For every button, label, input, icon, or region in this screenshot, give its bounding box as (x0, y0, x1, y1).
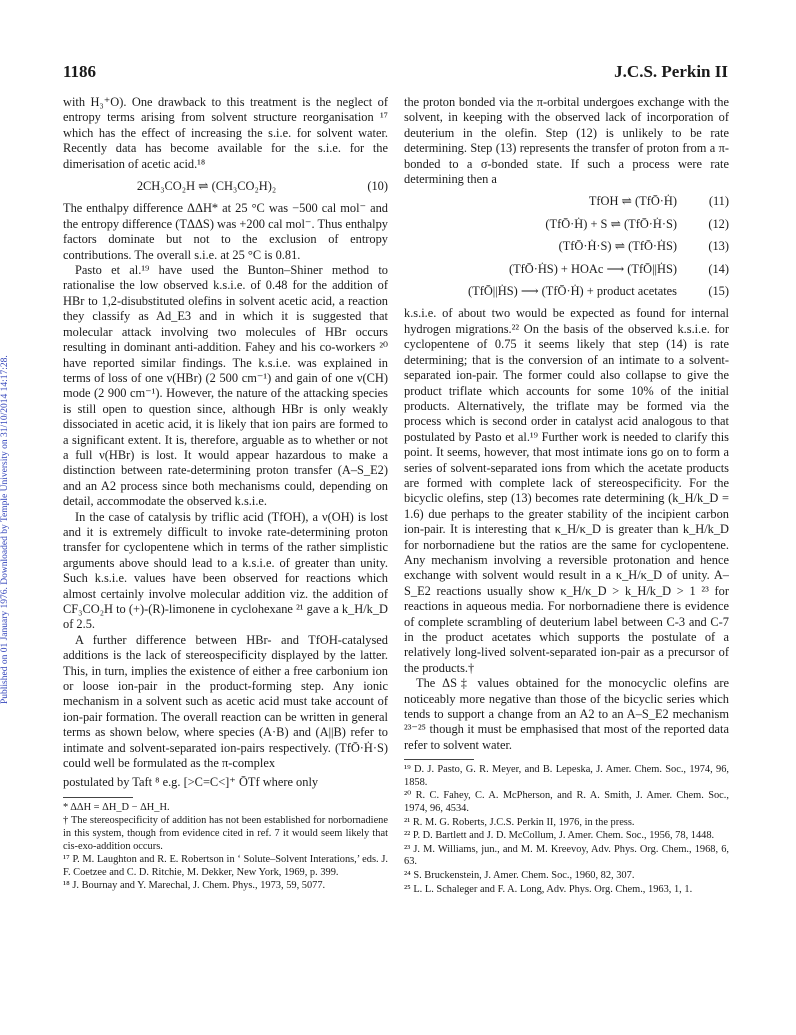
paragraph: with H₃⁺O). One drawback to this treatment is the neglect of entropy terms arising from solvent structure reorganisation ¹⁷ which has the effect of increasing the s.i.e. for solvent water. Recently data has become available for the s.i.e. for the dimerisation of acetic acid.¹⁸ (63, 95, 388, 171)
equation-expression: (TfŌ·Ḣ) + S ⇌ (TfŌ·Ḣ·S) (545, 216, 677, 231)
equation-number: (12) (708, 216, 729, 231)
equation-expression: 2CH₃CO₂H ⇌ (CH₃CO₂H)₂ (136, 179, 277, 194)
paragraph: The ΔS‡ values obtained for the monocyclic olefins are noticeably more negative than those of the bicyclic series which tends to support a change from an A2 to an A–S_E2 mechanism ²³⁻²⁵ though it must be emphasised that most of the reported data refer to solvent water. (404, 676, 729, 752)
footnote-rule (63, 797, 133, 798)
equation-number: (14) (708, 261, 729, 276)
equation-12 (404, 217, 729, 232)
paragraph: the proton bonded via the π-orbital undergoes exchange with the solvent, in keeping with the observed lack of incorporation of deuterium in the olefin. Step (12) is unlikely to be rate determining. Step (13) represents the transfer of proton from a π-bonded to a σ-bonded state. If such a process were rate determining then a (404, 95, 729, 187)
equation-number: (15) (708, 284, 729, 299)
equation-number: (10) (367, 179, 388, 194)
equation-10 (63, 179, 388, 194)
footnote-rule (404, 759, 474, 760)
equation-11 (404, 194, 729, 209)
footnote: ²¹ R. M. G. Roberts, J.C.S. Perkin II, 1976, in the press. (404, 816, 635, 828)
paragraph: postulated by Taft ⁸ e.g. [>C=C<]⁺ ŌTf where only (63, 775, 319, 790)
equation-expression: TfOH ⇌ (TfŌ·Ḣ) (588, 194, 677, 209)
equation-expression: (TfŌ·Ḣ·S) ⇌ (TfŌ·ḢS) (558, 239, 677, 254)
paragraph: In the case of catalysis by triflic acid (TfOH), a ν(OH) is lost and it is extremely difficult to invoke rate-determining proton transfer for cyclopentene which in terms of the rather simplistic arguments above should lead to a k.s.i.e. of greater than unity. Such k.s.i.e. values have been observed for reactions which almost certainly involve molecular addition viz. the addition of CF₃CO₂H to (+)-(R)-limonene in cyclohexane ²¹ gave a k_H/k_D of 2.5. (63, 509, 388, 632)
equation-13 (404, 239, 729, 254)
footnotes (63, 802, 388, 893)
equation-14 (404, 262, 729, 277)
footnote: ²³ J. M. Williams, jun., and M. M. Kreevoy, Adv. Phys. Org. Chem., 1968, 6, 63. (404, 843, 729, 868)
equation-number: (11) (708, 194, 729, 209)
paragraph: k.s.i.e. of about two would be expected as found for internal hydrogen migrations.²² On the basis of the observed k.s.i.e. for cyclopentene of 0.75 it seems likely that step (14) is rate determining; that is the conversion of an intimate to a solvent-separated ion-pair. The former could also collapse to give the product triflate which accounts for some 10% of the initial products. Alternatively, the triflate may be formed via the process which is second order in catalyst acid analogous to that postulated by Pasto et al.¹⁹ Further work is needed to clarify this point. It seems, however, that most intimate ions go on to form a series of solvent-separated ions from which the acetate products are formed with complete lack of stereospecificity. For the bicyclic olefins, step (13) becomes rate determining (k_H/k_D = 1.6) due perhaps to the greater stability of the incipient carbon ion-pair. It is interesting that κ_H/κ_D is greater than k_H/k_D for norbornadiene but the ratios are the same for cyclopentene. Any mechanism involving a reversible protonation and hence exchange with solvent would result in a κ_H/κ_D of unity. A–S_E2 reactions usually show κ_H/κ_D > k_H/k_D > 1 ²³ for reactions in aqueous media. For norbornadiene there is evidence of complete scrambling of deuterium label between C-3 and C-7 in the product acetates which supports the postulate of a relatively long-lived solvent-separated ion-pair as a precursor of the products.† (404, 306, 729, 675)
paragraph: A further difference between HBr- and TfOH-catalysed additions is the lack of stereospecificity displayed by the latter. This, in turn, implies the existence of either a free carbonium ion or loose ion-pair in the product-forming step. Any ionic mechanism in a solvent such as acetic acid must take account of ion-pair formation. The overall reaction can be written in general terms as shown below, where species (A·B) and (A||B) refer to intimate and solvent-separated ion-pairs respectively. (TfŌ·Ḣ·S) could well be formulated as the π-complex (63, 632, 388, 771)
equation-expression: (TfŌ·ḢS) + HOAc ⟶ (TfŌ||ḢS) (508, 261, 677, 276)
right-column (404, 95, 729, 897)
footnote: ²⁴ S. Bruckenstein, J. Amer. Chem. Soc., 1960, 82, 307. (404, 870, 635, 881)
footnotes (404, 764, 729, 896)
footnote: ¹⁹ D. J. Pasto, G. R. Meyer, and B. Lepeska, J. Amer. Chem. Soc., 1974, 96, 1858. (404, 764, 729, 788)
footnote: † The stereospecificity of addition has not been established for norbornadiene in this system, though from evidence cited in ref. 7 it would seem likely that cis-exo-addition occurs. (63, 815, 388, 852)
paragraph: Pasto et al.¹⁹ have used the Bunton–Shiner method to rationalise the low observed k.s.i.e. of 0.48 for the addition of HBr to 1,2-disubstituted olefins in solvent acetic acid, a reaction they classify as Ad_E3 and in which it is suggested that molecular attack involving two molecules of HBr occurs resulting in dominant anti-addition. Fahey and his co-workers ²⁰ have reported similar findings. The k.s.i.e. was explained in terms of loss of one ν(HBr) (2 500 cm⁻¹) and gain of one ν(CH) mode (2 900 cm⁻¹). However, the nature of the attacking species is still open to question since, although HBr is only weakly dissociated in acetic acid, it is likely that ion pairs are formed to a significant extent. It is, therefore, arguable as to whether or not a full ν(HBr) is lost. It would appear hazardous to make a distinction between rate-determining proton transfer (A–S_E2) and an A2 process since both mechanisms could, depending on detail, accommodate the observed k.s.i.e. (63, 263, 388, 509)
footnote: ²² P. D. Bartlett and J. D. McCollum, J. Amer. Chem. Soc., 1956, 78, 1448. (404, 830, 715, 842)
left-column (63, 95, 388, 894)
footnote: ²⁵ L. L. Schaleger and F. A. Long, Adv. Phys. Org. Chem., 1963, 1, 1. (404, 883, 693, 895)
footnote: ¹⁸ J. Bournay and Y. Marechal, J. Chem. Phys., 1973, 59, 5077. (63, 880, 326, 892)
footnote: ²⁰ R. C. Fahey, C. A. McPherson, and R. A. Smith, J. Amer. Chem. Soc., 1974, 96, 4534. (404, 790, 729, 815)
equation-expression: (TfŌ||ḢS) ⟶ (TfŌ·Ḣ) + product acetates (468, 284, 677, 299)
paragraph: The enthalpy difference ΔΔH* at 25 °C was −500 cal mol⁻ and the entropy difference (TΔΔS) was +200 cal mol⁻. Thus enthalpy factors dominate but not to the exclusion of entropy contributions. The overall s.i.e. at 25 °C is 0.81. (63, 201, 388, 262)
page-number: 1186 (63, 62, 97, 81)
footnote: * ΔΔH = ΔH_D − ΔH_H. (63, 801, 170, 813)
footnote: ¹⁷ P. M. Laughton and R. E. Robertson in ‘ Solute–Solvent Interations,’ eds. J. F. Coetzee and C. D. Ritchie, M. Dekker, New York, 1969, p. 399. (63, 854, 388, 878)
equation-number: (13) (708, 239, 729, 254)
download-notice: Published on 01 January 1976. Downloaded by Temple University on 31/10/2014 14:17:28. (0, 355, 10, 705)
equation-15 (404, 284, 729, 299)
journal-title: J.C.S. Perkin II (614, 62, 728, 81)
